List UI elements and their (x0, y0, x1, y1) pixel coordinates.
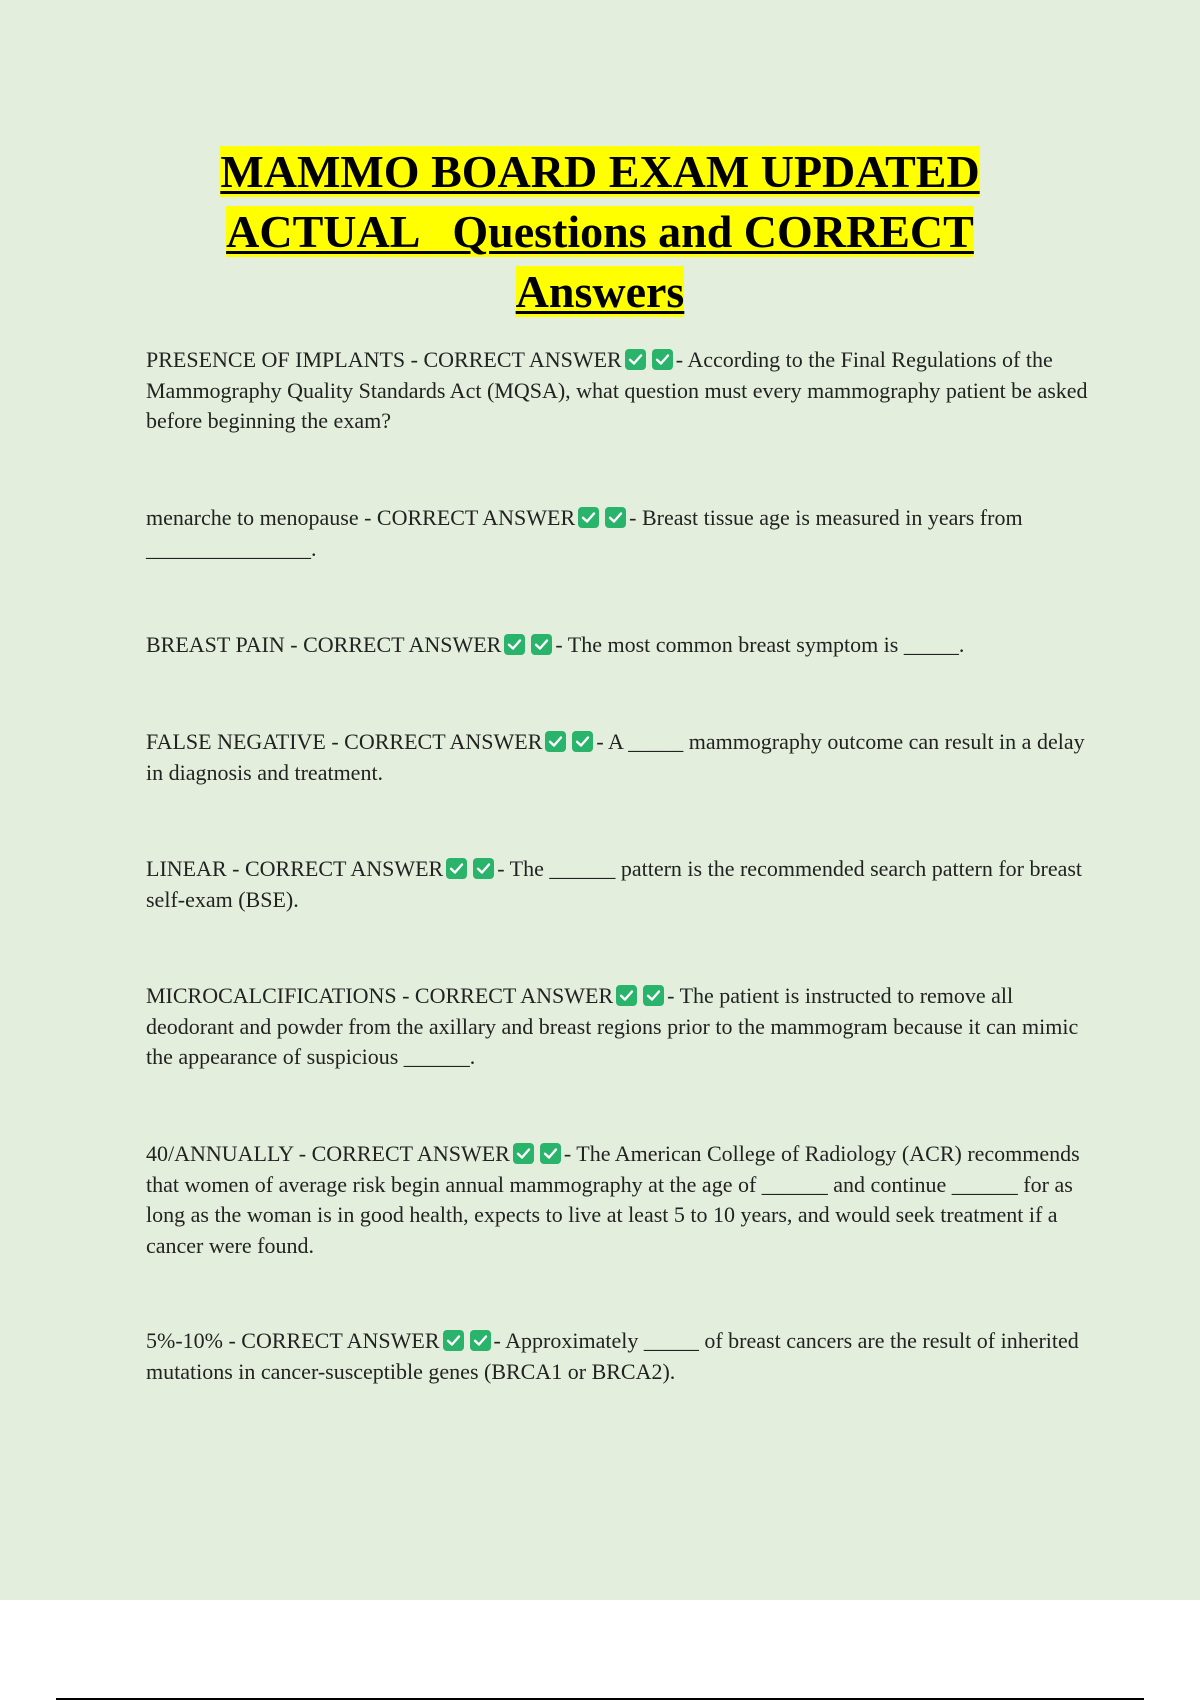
check-mark-icon (652, 349, 673, 370)
qa-item (146, 727, 1091, 788)
qa-item (146, 854, 1091, 915)
answer-text: MICROCALCIFICATIONS - CORRECT ANSWER (146, 983, 614, 1008)
qa-item (146, 1326, 1091, 1387)
question-text: - Approximately _____ of breast cancers are the result of inherited mutations in cancer-susceptible genes (BRCA1 or BRCA2). (146, 1328, 1079, 1384)
check-mark-icon (531, 634, 552, 655)
question-text: - A _____ mammography outcome can result in a delay in diagnosis and treatment. (146, 729, 1085, 785)
question-text: - The American College of Radiology (ACR) recommends that women of average risk begin annual mammography at the age of ______ and continue ______ for as long as the woman is in good health, expects to live at least 5 to 10 years, and would seek treatment if a cancer were found. (146, 1141, 1080, 1258)
check-mark-icon (540, 1143, 561, 1164)
check-mark-icon (470, 1330, 491, 1351)
qa-item (146, 503, 1091, 564)
check-mark-icon (446, 858, 467, 879)
question-text: - The patient is instructed to remove all deodorant and powder from the axillary and breast regions prior to the mammogram because it can mimic the appearance of suspicious ______. (146, 983, 1079, 1069)
check-mark-icon (625, 349, 646, 370)
answer-text: menarche to menopause - CORRECT ANSWER (146, 505, 576, 530)
answer-text: PRESENCE OF IMPLANTS - CORRECT ANSWER (146, 347, 622, 372)
question-text: - The most common breast symptom is _____. (555, 632, 965, 657)
answer-text: BREAST PAIN - CORRECT ANSWER (146, 632, 502, 657)
check-mark-icon (513, 1143, 534, 1164)
question-text: - The ______ pattern is the recommended search pattern for breast self-exam (BSE). (146, 856, 1083, 912)
qa-item (146, 345, 1091, 437)
check-mark-icon (504, 634, 525, 655)
title-line-3: Answers (515, 266, 685, 317)
check-mark-icon (643, 985, 664, 1006)
qa-item (146, 630, 1091, 661)
check-mark-icon (473, 858, 494, 879)
answer-text: 40/ANNUALLY - CORRECT ANSWER (146, 1141, 510, 1166)
check-mark-icon (616, 985, 637, 1006)
question-text: - Breast tissue age is measured in years from _______________. (146, 505, 1023, 561)
answer-text: LINEAR - CORRECT ANSWER (146, 856, 444, 881)
check-mark-icon (572, 731, 593, 752)
qa-item (146, 1139, 1091, 1261)
title-line-1: MAMMO BOARD EXAM UPDATED (220, 146, 980, 197)
check-mark-icon (545, 731, 566, 752)
document-title (0, 142, 1200, 322)
qa-item (146, 981, 1091, 1073)
question-text: - According to the Final Regulations of the Mammography Quality Standards Act (MQSA), what question must every mammography patient be asked before beginning the exam? (146, 347, 1088, 433)
title-line-2: ACTUAL Questions and CORRECT (226, 206, 974, 257)
answer-text: 5%-10% - CORRECT ANSWER (146, 1328, 440, 1353)
check-mark-icon (443, 1330, 464, 1351)
check-mark-icon (605, 507, 626, 528)
check-mark-icon (578, 507, 599, 528)
answer-text: FALSE NEGATIVE - CORRECT ANSWER (146, 729, 543, 754)
